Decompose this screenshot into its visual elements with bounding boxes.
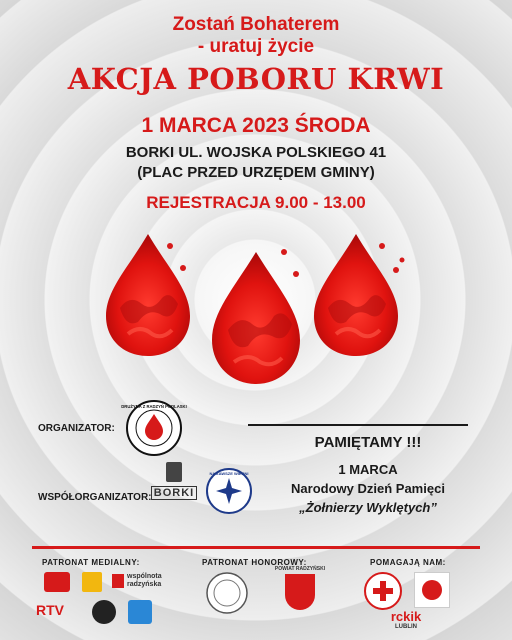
event-date: 1 MARCA 2023 ŚRODA [141,114,371,137]
blood-drop-icon-center [212,249,300,384]
county-crest-icon [285,574,315,610]
rtv-logo: RTV [36,602,64,618]
media-logo-5 [128,600,152,624]
organizer-logo-text: DRUŻYNA Z RADZYŃ PODLASKI [121,404,187,409]
media-logo-2 [82,572,102,592]
honorary-patron-label: PATRONAT HONOROWY: [202,558,307,567]
motto-line-2: - uratuj życie [197,36,315,57]
registration-hours: REJESTRACJA 9.00 - 13.00 [146,193,366,212]
rckik-lublin-logo [384,610,428,636]
blood-drop-icon-left [106,234,190,356]
memorial-divider [248,424,468,426]
wspolnota-w-icon [112,574,124,588]
event-address-line-2: (PLAC PRZED URZĘDEM GMINY) [137,164,375,181]
borki-crest-icon [166,462,182,482]
rckik-text: rckik [390,609,422,624]
honorary-seal-logo [206,572,248,614]
wspolnota-text: wspólnota radzyńska [127,573,162,588]
na-zawsze-wierni-logo [206,468,252,514]
helpers-label: POMAGAJĄ NAM: [370,558,446,567]
na-zawsze-wierni-text: NA ZAWSZE WIERNI [209,471,249,476]
memorial-line-1: 1 MARCA [338,462,398,477]
motto-line-1: Zostań Bohaterem [172,14,340,35]
memorial-heading: PAMIĘTAMY !!! [314,434,422,451]
media-logo-4 [92,600,116,624]
media-patron-label: PATRONAT MEDIALNY: [42,558,140,567]
powiat-radzynski-logo [270,566,330,622]
wspolnota-radzynska-logo [112,572,166,592]
borki-logo [151,462,197,518]
media-logo-1 [44,572,70,592]
blood-drop-icon-right [314,234,405,356]
helper-logo-2 [414,572,450,608]
memorial-line-3: „Żołnierzy Wyklętych” [299,500,437,515]
coorganizer-label: WSPÓŁORGANIZATOR: [38,492,152,503]
organizer-logo [121,400,187,456]
blood-donors-club-logo [364,572,402,610]
memorial-line-2: Narodowy Dzień Pamięci [291,481,445,496]
borki-logo-text: BORKI [151,486,197,500]
rckik-sub-text: LUBLIN [395,624,417,630]
blood-drops-illustration [0,230,512,390]
helper-logo-2-mark [422,580,442,600]
organizer-label: ORGANIZATOR: [38,423,115,434]
event-address-line-1: BORKI UL. WOJSKA POLSKIEGO 41 [125,144,387,161]
patrons-divider [32,546,480,549]
event-title: AKCJA POBORU KRWI [67,62,445,96]
powiat-text: POWIAT RADZYŃSKI [274,566,326,572]
